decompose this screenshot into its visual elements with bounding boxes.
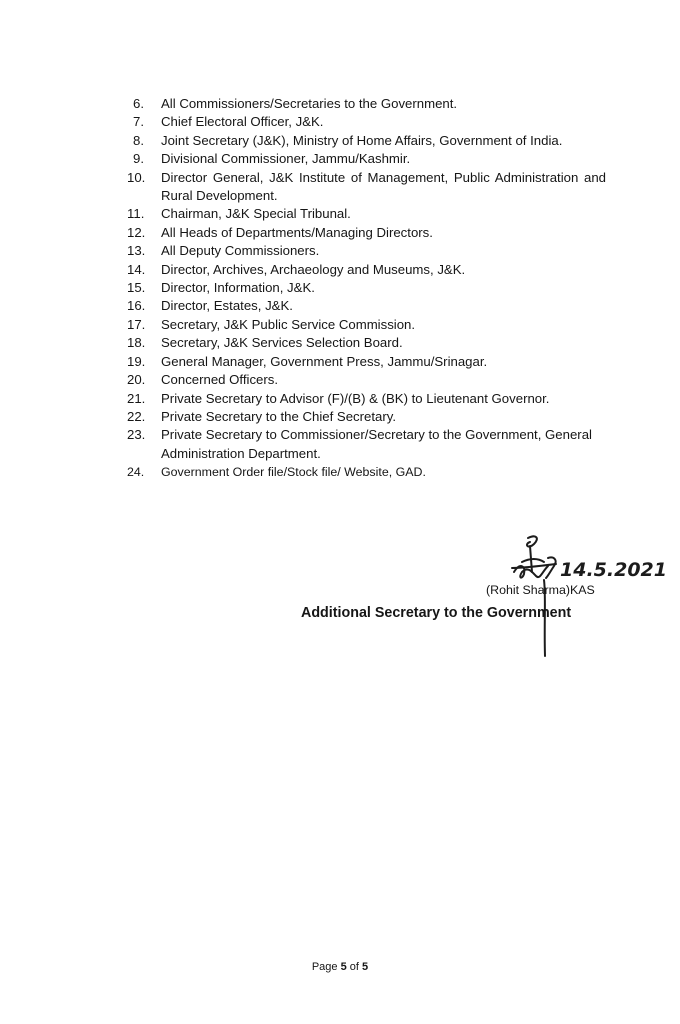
handwritten-date: 14.5.2021 <box>560 559 667 581</box>
list-item <box>0 463 680 481</box>
item-text: Government Order file/Stock file/ Website, GAD. <box>161 465 426 480</box>
list-item <box>0 390 680 408</box>
item-number: 7. <box>133 114 144 130</box>
page-number: 5 <box>340 961 347 973</box>
list-item <box>0 371 680 389</box>
item-number: 10. <box>127 169 146 185</box>
item-text: Divisional Commissioner, Jammu/Kashmir. <box>161 151 411 167</box>
item-text: Chairman, J&K Special Tribunal. <box>161 206 351 222</box>
item-number: 20. <box>127 372 146 388</box>
list-item <box>0 169 680 206</box>
item-text: Private Secretary to Advisor (F)/(B) & (BK) to Lieutenant Governor. <box>161 390 550 406</box>
list-item <box>0 261 680 279</box>
list-item <box>0 150 680 168</box>
list-item <box>0 242 680 260</box>
item-text: Director, Archives, Archaeology and Museums, J&K. <box>161 261 466 277</box>
list-item <box>0 132 680 150</box>
item-number: 21. <box>127 390 146 406</box>
item-text: Director, Information, J&K. <box>161 280 315 296</box>
item-number: 11. <box>127 206 145 222</box>
list-item <box>0 316 680 334</box>
item-number: 24. <box>127 465 145 480</box>
item-text: Concerned Officers. <box>161 372 279 388</box>
item-text: Private Secretary to the Chief Secretary. <box>161 408 397 424</box>
item-number: 13. <box>127 243 146 259</box>
signatory-designation: Additional Secretary to the Government <box>301 605 572 621</box>
item-number: 16. <box>127 298 146 314</box>
item-text: Chief Electoral Officer, J&K. <box>161 114 324 130</box>
list-item <box>0 279 680 297</box>
item-text: General Manager, Government Press, Jammu/Srinagar. <box>161 353 488 369</box>
list-item <box>0 224 680 242</box>
item-text: Director General, J&K Institute of Management, Public Administration and Rural Development. <box>161 169 606 204</box>
item-number: 6. <box>133 96 144 111</box>
item-number: 15. <box>127 280 146 296</box>
distribution-list <box>0 95 680 482</box>
signatory-name: (Rohit Sharma)KAS <box>486 583 595 597</box>
page-word: Page <box>311 961 338 973</box>
list-item <box>0 297 680 315</box>
list-item <box>0 95 680 113</box>
list-item <box>0 334 680 352</box>
list-item <box>0 113 680 131</box>
list-item <box>0 408 680 426</box>
item-text: Secretary, J&K Public Service Commission. <box>161 316 416 332</box>
item-number: 8. <box>133 132 144 148</box>
item-text: All Deputy Commissioners. <box>161 243 320 259</box>
page-total: 5 <box>362 961 369 973</box>
item-number: 22. <box>127 408 146 424</box>
item-number: 19. <box>127 353 146 369</box>
item-text: Director, Estates, J&K. <box>161 298 293 314</box>
item-text: Joint Secretary (J&K), Ministry of Home Affairs, Government of India. <box>161 132 563 148</box>
list-item <box>0 426 680 463</box>
item-number: 14. <box>127 261 146 277</box>
item-number: 12. <box>127 224 146 240</box>
list-item <box>0 353 680 371</box>
item-number: 23. <box>127 427 146 443</box>
item-number: 17. <box>127 316 146 332</box>
handwritten-signature <box>500 532 670 662</box>
item-text: All Heads of Departments/Managing Directors. <box>161 224 433 240</box>
page-footer <box>0 961 680 973</box>
item-number: 18. <box>127 335 146 351</box>
item-text: All Commissioners/Secretaries to the Government. <box>161 96 458 111</box>
of-word: of <box>349 961 359 973</box>
item-number: 9. <box>133 151 144 167</box>
item-text: Secretary, J&K Services Selection Board. <box>161 335 403 351</box>
item-text: Private Secretary to Commissioner/Secretary to the Government, General Administration Department. <box>161 427 592 461</box>
list-item <box>0 205 680 223</box>
